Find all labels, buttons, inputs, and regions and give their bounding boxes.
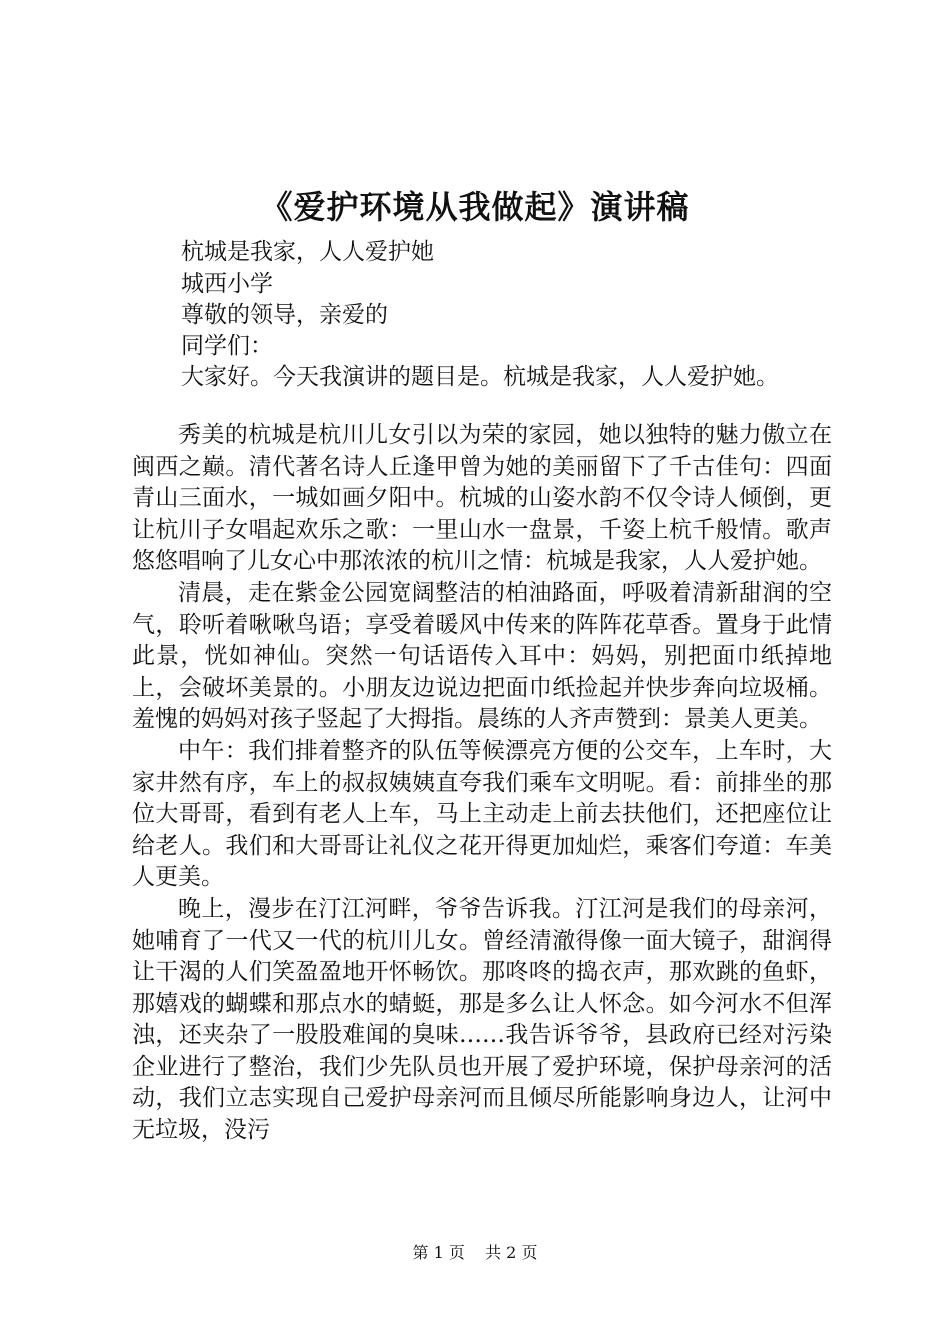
body-paragraph-noon: 中午：我们排着整齐的队伍等候漂亮方便的公交车，上车时，大家井然有序，车上的叔叔姨姨直夸我们乘车文明呢。看：前排坐的那位大哥哥，看到有老人上车，马上主动走上前去扶他们，还把座位让给老人。我们和大哥哥让礼仪之花开得更加灿烂，乘客们夸道：车美人更美。: [132, 737, 832, 891]
salutation-line: 尊敬的领导，亲爱的: [181, 302, 388, 328]
document-title: 《爱护环境从我做起》演讲稿: [260, 188, 690, 226]
page-footer: [0, 1242, 950, 1264]
speech-topic-line: 杭城是我家，人人爱护她: [181, 239, 434, 265]
body-paragraph-evening: 晚上，漫步在汀江河畔，爷爷告诉我。汀江河是我们的母亲河，她哺育了一代又一代的杭川儿女。曾经清澈得像一面大镜子，甜润得让干渴的人们笑盈盈地开怀畅饮。那咚咚的捣衣声，那欢跳的鱼虾，那嬉戏的蝴蝶和那点水的蜻蜓，那是多么让人怀念。如今河水不但浑浊，还夹杂了一股股难闻的臭味……我告诉爷爷，县政府已经对污染企业进行了整治，我们少先队员也开展了爱护环境，保护母亲河的活动，我们立志实现自己爱护母亲河而且倾尽所能影响身边人，让河中无垃圾，没污: [132, 895, 832, 1144]
body-paragraph-intro: 秀美的杭城是杭川儿女引以为荣的家园，她以独特的魅力傲立在闽西之巅。清代著名诗人丘逢甲曾为她的美丽留下了千古佳句：四面青山三面水，一城如画夕阳中。杭城的山姿水韵不仅令诗人倾倒，更让杭川子女唱起欢乐之歌：一里山水一盘景，千姿上杭千般情。歌声悠悠唱响了儿女心中那浓浓的杭川之情：杭城是我家，人人爱护她。: [132, 422, 832, 575]
page-total: 共 2 页: [485, 1243, 538, 1262]
greeting-line: 大家好。今天我演讲的题目是。杭城是我家，人人爱护她。: [181, 364, 779, 390]
salutation-continued-line: 同学们：: [181, 333, 273, 359]
body-paragraph-morning: 清晨，走在紫金公园宽阔整洁的柏油路面，呼吸着清新甜润的空气，聆听着啾啾鸟语；享受着暖风中传来的阵阵花草香。置身于此情此景，恍如神仙。突然一句话语传入耳中：妈妈，别把面巾纸掉地上，会破坏美景的。小朋友边说边把面巾纸捡起并快步奔向垃圾桶。羞愧的妈妈对孩子竖起了大拇指。晨练的人齐声赞到：景美人更美。: [132, 579, 832, 733]
page-number: 第 1 页: [412, 1243, 465, 1262]
school-name-line: 城西小学: [181, 271, 273, 297]
speech-body: [132, 420, 832, 1210]
